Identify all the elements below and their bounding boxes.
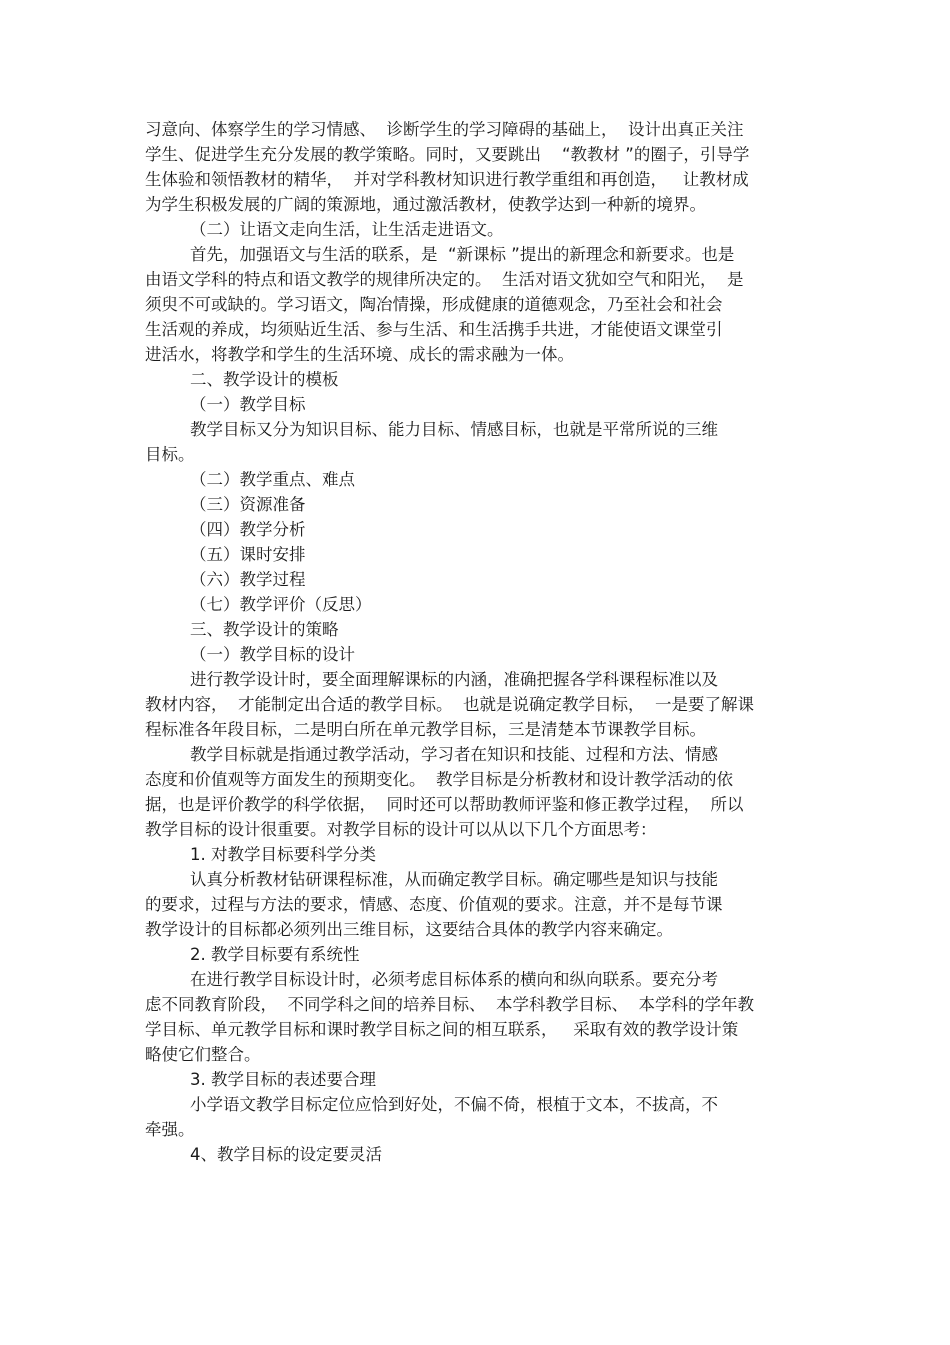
subsection-heading: （七）教学评价（反思） <box>190 595 372 614</box>
text-line: 虑不同教育阶段， 不同学科之间的培养目标、 本学科教学目标、 本学科的学年教 <box>145 995 754 1014</box>
text-line: 进行教学设计时，要全面理解课标的内涵，准确把握各学科课程标准以及 <box>190 670 718 689</box>
section-heading: 二、教学设计的模板 <box>190 370 339 389</box>
text-line: 首先，加强语文与生活的联系，是 “新课标 ”提出的新理念和新要求。也是 <box>190 245 735 264</box>
subsection-heading: （三）资源准备 <box>190 495 306 514</box>
text-line: 在进行教学目标设计时，必须考虑目标体系的横向和纵向联系。要充分考 <box>190 970 718 989</box>
text-line: 习意向、体察学生的学习情感、 诊断学生的学习障碍的基础上， 设计出真正关注 <box>145 120 744 139</box>
text-line: 教学目标就是指通过教学活动，学习者在知识和技能、过程和方法、情感 <box>190 745 718 764</box>
text-line: 由语文学科的特点和语文教学的规律所决定的。 生活对语文犹如空气和阳光， 是 <box>145 270 744 289</box>
text-line: 教学设计的目标都必须列出三维目标，这要结合具体的教学内容来确定。 <box>145 920 673 939</box>
text-line: 态度和价值观等方面发生的预期变化。 教学目标是分析教材和设计教学活动的依 <box>145 770 733 789</box>
numbered-heading: 2. 教学目标要有系统性 <box>190 945 360 964</box>
text-line: 教材内容， 才能制定出合适的教学目标。 也就是说确定教学目标， 一是要了解课 <box>145 695 754 714</box>
text-line: 程标准各年段目标，二是明白所在单元教学目标，三是清楚本节课教学目标。 <box>145 720 706 739</box>
subsection-heading: （一）教学目标的设计 <box>190 645 355 664</box>
text-line: 生体验和领悟教材的精华， 并对学科教材知识进行教学重组和再创造， 让教材成 <box>145 170 749 189</box>
text-line: 据，也是评价教学的科学依据， 同时还可以帮助教师评鉴和修正教学过程， 所以 <box>145 795 744 814</box>
text-line: 为学生积极发展的广阔的策源地，通过激活教材，使教学达到一种新的境界。 <box>145 195 706 214</box>
text-line: 教学目标的设计很重要。对教学目标的设计可以从以下几个方面思考： <box>145 820 657 839</box>
text-line: （二）让语文走向生活，让生活走进语文。 <box>190 220 504 239</box>
numbered-heading: 4、教学目标的设定要灵活 <box>190 1145 382 1164</box>
text-line: 学生、促进学生充分发展的教学策略。同时，又要跳出 “教教材 ”的圈子，引导学 <box>145 145 750 164</box>
text-line: 认真分析教材钻研课程标准，从而确定教学目标。确定哪些是知识与技能 <box>190 870 718 889</box>
subsection-heading: （六）教学过程 <box>190 570 306 589</box>
text-line: 教学目标又分为知识目标、能力目标、情感目标，也就是平常所说的三维 <box>190 420 718 439</box>
subsection-heading: （五）课时安排 <box>190 545 306 564</box>
text-line: 牵强。 <box>145 1120 195 1139</box>
text-line: 略使它们整合。 <box>145 1045 261 1064</box>
section-heading: 三、教学设计的策略 <box>190 620 339 639</box>
numbered-heading: 1. 对教学目标要科学分类 <box>190 845 376 864</box>
text-line: 进活水，将教学和学生的生活环境、成长的需求融为一体。 <box>145 345 574 364</box>
subsection-heading: （四）教学分析 <box>190 520 306 539</box>
text-line: 目标。 <box>145 445 195 464</box>
text-line: 的要求，过程与方法的要求，情感、态度、价值观的要求。注意，并不是每节课 <box>145 895 723 914</box>
numbered-heading: 3. 教学目标的表述要合理 <box>190 1070 376 1089</box>
text-line: 学目标、单元教学目标和课时教学目标之间的相互联系， 采取有效的教学设计策 <box>145 1020 739 1039</box>
text-line: 须臾不可或缺的。学习语文，陶冶情操，形成健康的道德观念，乃至社会和社会 <box>145 295 723 314</box>
text-line: 生活观的养成，均须贴近生活、参与生活、和生活携手共进，才能使语文课堂引 <box>145 320 723 339</box>
subsection-heading: （二）教学重点、难点 <box>190 470 355 489</box>
text-line: 小学语文教学目标定位应恰到好处，不偏不倚，根植于文本，不拔高，不 <box>190 1095 718 1114</box>
subsection-heading: （一）教学目标 <box>190 395 306 414</box>
